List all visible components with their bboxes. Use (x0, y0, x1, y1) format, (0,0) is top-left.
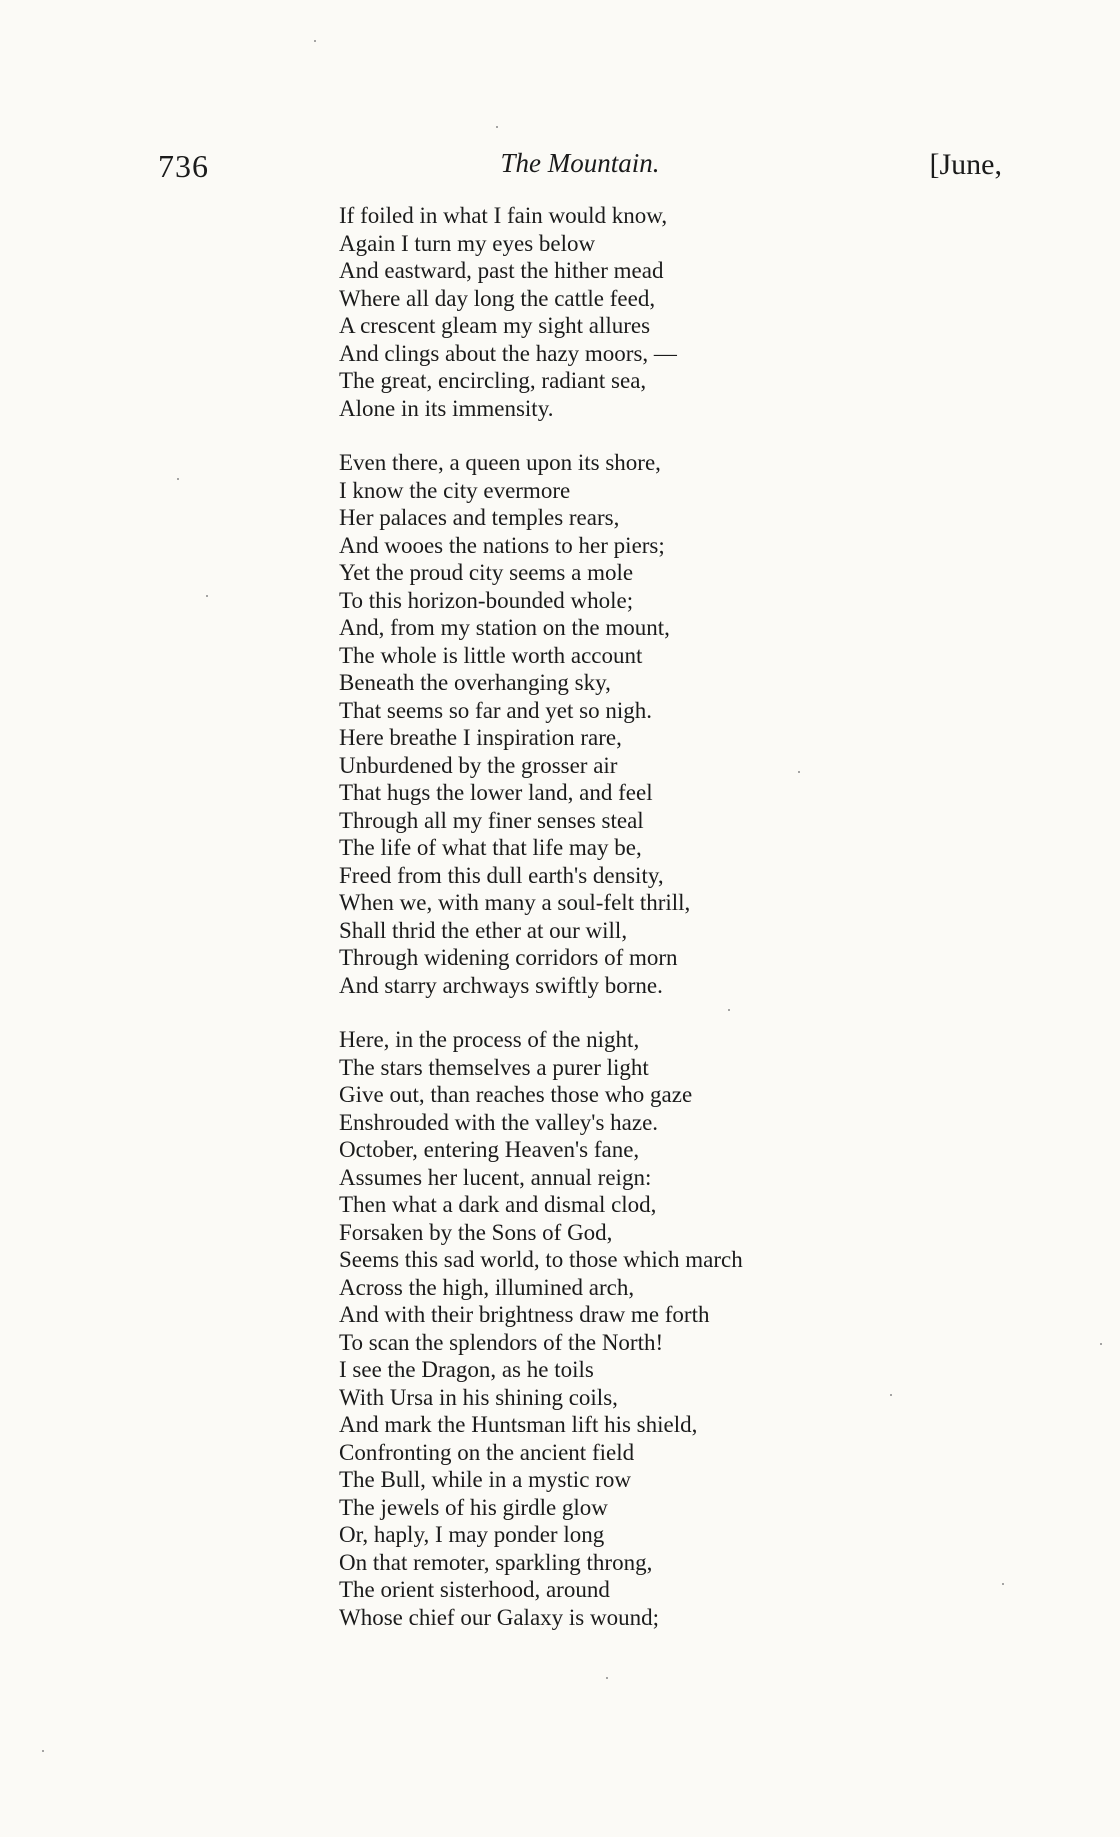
poem-line: Or, haply, I may ponder long (339, 1522, 605, 1547)
poem-line: Again I turn my eyes below (339, 230, 596, 256)
paper-speck (206, 595, 208, 597)
stanza (339, 1026, 899, 1631)
poem-line: The jewels of his girdle glow (339, 1494, 608, 1520)
poem-line: And with their brightness draw me forth (339, 1302, 710, 1327)
poem-line: Across the high, illumined arch, (339, 1274, 635, 1300)
stanza (339, 449, 899, 999)
poem-line: Whose chief our Galaxy is wound; (339, 1604, 660, 1630)
paper-speck (42, 1750, 44, 1752)
poem-line: Beneath the overhanging sky, (339, 670, 611, 695)
poem-line: The orient sisterhood, around (339, 1577, 610, 1602)
poem-body (339, 202, 899, 1631)
poem-line: Yet the proud city seems a mole (339, 560, 634, 585)
poem-line: And wooes the nations to her piers; (339, 532, 665, 558)
poem-line: When we, with many a soul-felt thrill, (339, 890, 691, 915)
poem-line: Where all day long the cattle feed, (339, 285, 656, 311)
poem-line: A crescent gleam my sight allures (339, 313, 651, 338)
poem-line: Freed from this dull earth's density, (339, 862, 664, 888)
poem-line: Unburdened by the grosser air (339, 752, 618, 778)
poem-line: Here, in the process of the night, (339, 1027, 640, 1052)
poem-line: October, entering Heaven's fane, (339, 1137, 640, 1162)
poem-line: On that remoter, sparkling throng, (339, 1549, 653, 1575)
poem-line: Her palaces and temples rears, (339, 505, 620, 530)
poem-line: Alone in its immensity. (339, 395, 554, 421)
poem-line: To this horizon-bounded whole; (339, 587, 634, 613)
poem-line: That hugs the lower land, and feel (339, 780, 653, 805)
paper-speck (1100, 1343, 1102, 1345)
poem-line: And mark the Huntsman lift his shield, (339, 1412, 698, 1437)
paper-speck (177, 478, 179, 480)
running-title: The Mountain. (500, 148, 660, 178)
paper-speck (606, 1677, 608, 1679)
page-number: 736 (158, 148, 209, 184)
paper-speck (728, 1009, 730, 1011)
poem-line: Seems this sad world, to those which march (339, 1247, 743, 1272)
poem-line: The Bull, while in a mystic row (339, 1467, 631, 1492)
poem-line: That seems so far and yet so nigh. (339, 697, 652, 723)
paper-speck (890, 1394, 892, 1396)
poem-line: Through all my finer senses steal (339, 807, 644, 833)
poem-line: I see the Dragon, as he toils (339, 1357, 594, 1382)
paper-speck (1002, 1583, 1004, 1585)
poem-line: The life of what that life may be, (339, 835, 642, 860)
paper-speck (314, 40, 316, 42)
poem-line: And starry archways swiftly borne. (339, 972, 663, 998)
running-header (158, 148, 1002, 188)
poem-line: Here breathe I inspiration rare, (339, 725, 622, 750)
running-month: [June, (929, 148, 1002, 181)
poem-line: And eastward, past the hither mead (339, 258, 664, 283)
paper-speck (496, 126, 498, 128)
poem-line: And, from my station on the mount, (339, 615, 670, 640)
poem-line: And clings about the hazy moors, — (339, 340, 677, 366)
poem-line: To scan the splendors of the North! (339, 1329, 664, 1355)
stanza (339, 202, 899, 422)
poem-line: I know the city evermore (339, 477, 571, 503)
poem-line: With Ursa in his shining coils, (339, 1384, 618, 1410)
paper-speck (798, 771, 800, 773)
poem-line: Enshrouded with the valley's haze. (339, 1109, 659, 1135)
poem-line: Even there, a queen upon its shore, (339, 450, 661, 475)
poem-line: Forsaken by the Sons of God, (339, 1219, 613, 1245)
poem-line: If foiled in what I fain would know, (339, 203, 668, 228)
poem-line: Through widening corridors of morn (339, 945, 678, 970)
poem-line: Then what a dark and dismal clod, (339, 1192, 657, 1217)
poem-line: The stars themselves a purer light (339, 1054, 649, 1080)
poem-line: Shall thrid the ether at our will, (339, 917, 628, 943)
poem-line: The whole is little worth account (339, 642, 643, 668)
poem-line: Confronting on the ancient field (339, 1439, 635, 1465)
poem-line: Give out, than reaches those who gaze (339, 1082, 693, 1107)
poem-line: Assumes her lucent, annual reign: (339, 1164, 652, 1190)
poem-line: The great, encircling, radiant sea, (339, 368, 647, 393)
